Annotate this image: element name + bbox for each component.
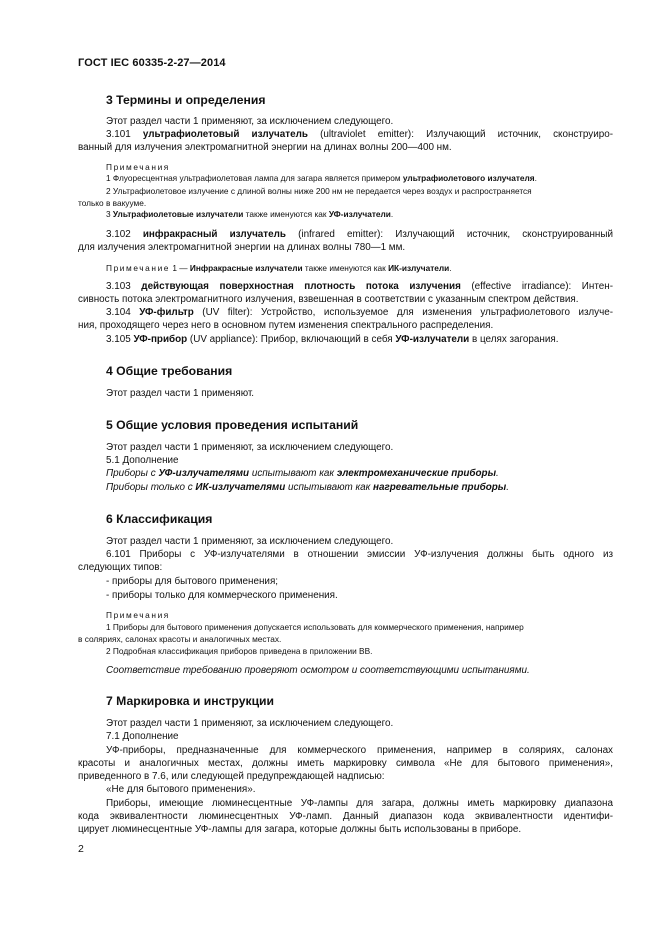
section-5-rule-2: Приборы только с ИК-излучателями испытывают как нагревательные приборы. [106, 482, 509, 493]
notes-label-3: Примечания [106, 162, 170, 172]
section-6-intro: Этот раздел части 1 применяют, за исключением следующего. [106, 536, 394, 547]
section-5-heading: 5 Общие условия проведения испытаний [106, 418, 359, 432]
note-3-1: 1 Флуоресцентная ультрафиолетовая лампа для загара является примером ультрафиолетового излучателя. [106, 173, 537, 183]
section-7-p1-line-2: красоты и аналогичных местах, должны иметь маркировку символа «Не для бытового применения», [78, 758, 613, 769]
list-item: - приборы для бытового применения; [106, 576, 279, 587]
section-6-heading: 6 Классификация [106, 512, 213, 526]
note-6-2: 2 Подробная классификация приборов приведена в приложении ВВ. [106, 646, 373, 656]
section-7-p1-line-3: приведенного в 7.6, или следующей предупреждающей надписью: [78, 771, 385, 782]
section-6-101-line-2: следующих типов: [78, 562, 163, 573]
note-6-1-line-2: в соляриях, салонах красоты и аналогичных местах. [78, 634, 282, 644]
section-6-compliance: Соответствие требованию проверяют осмотром и соответствующими испытаниями. [106, 665, 530, 676]
section-5-rule-1: Приборы с УФ-излучателями испытывают как электромеханические приборы. [106, 468, 499, 479]
note-3-3: 3 Ультрафиолетовые излучатели также именуются как УФ-излучатели. [106, 209, 394, 219]
note-3-102: Примечание 1 — Инфракрасные излучатели также именуются как ИК-излучатели. [106, 263, 452, 273]
section-3-intro: Этот раздел части 1 применяют, за исключением следующего. [106, 116, 394, 127]
section-4-heading: 4 Общие требования [106, 364, 233, 378]
term-3-105: 3.105 УФ-прибор (UV appliance): Прибор, включающий в себя УФ-излучатели в целях загорания. [106, 334, 559, 345]
term-3-101-line-1: 3.101 ультрафиолетовый излучатель (ultraviolet emitter): Излучающий источник, сконструиро- [106, 129, 614, 140]
note-3-2-line-2: только в вакууме. [78, 198, 147, 208]
document-header: ГОСТ IEC 60335-2-27—2014 [78, 57, 226, 69]
list-item: - приборы только для коммерческого применения. [106, 590, 338, 601]
term-3-103-line-1: 3.103 действующая поверхностная плотность потока излучения (effective irradiance): Интен- [106, 281, 613, 292]
section-5-intro: Этот раздел части 1 применяют, за исключением следующего. [106, 442, 394, 453]
section-7-p1-line-1: УФ-приборы, предназначенные для коммерческого применения, например в соляриях, салонах [106, 745, 613, 756]
section-7-p2-line-2: кода эквивалентности люминесцентных УФ-ламп. Данный диапазон кода эквивалентности идентифи- [78, 811, 613, 822]
term-3-103-line-2: сивность потока электромагнитного излучения, взвешенная в соответствии с указанным спектром действия. [78, 294, 579, 305]
term-3-102-line-1: 3.102 инфракрасный излучатель (infrared emitter): Излучающий источник, сконструированный [106, 229, 613, 240]
notes-label-6: Примечания [106, 610, 170, 620]
term-3-104-line-2: ния, проходящего через него в основном путем изменения спектрального распределения. [78, 320, 494, 331]
section-7-intro: Этот раздел части 1 применяют, за исключением следующего. [106, 718, 394, 729]
note-3-2-line-1: 2 Ультрафиолетовое излучение с длиной волны ниже 200 нм не передается через воздух и распространяется [106, 186, 532, 196]
section-7-p2-line-1: Приборы, имеющие люминесцентные УФ-лампы для загара, должны иметь маркировку диапазона [106, 798, 613, 809]
section-5-addition: 5.1 Дополнение [106, 455, 179, 466]
term-3-104-line-1: 3.104 УФ-фильтр (UV filter): Устройство, используемое для изменения ультрафиолетового излуче- [106, 307, 613, 318]
section-4-text: Этот раздел части 1 применяют. [106, 388, 255, 399]
page-number: 2 [78, 843, 84, 855]
section-7-p2-line-3: цирует люминесцентные УФ-лампы для загара, которые должны быть использованы в приборе. [78, 824, 522, 835]
note-6-1-line-1: 1 Приборы для бытового применения допускается использовать для коммерческого применения, например [106, 622, 524, 632]
term-3-102-line-2: для излучения электромагнитной энергии на длинах волны 780—1 мм. [78, 242, 406, 253]
section-7-addition: 7.1 Дополнение [106, 731, 179, 742]
section-3-heading: 3 Термины и определения [106, 93, 266, 107]
term-3-101-line-2: ванный для излучения электромагнитной энергии на длинах волны 200—400 нм. [78, 142, 452, 153]
section-7-quote: «Не для бытового применения». [106, 784, 256, 795]
section-6-101-line-1: 6.101 Приборы с УФ-излучателями в отношении эмиссии УФ-излучения должны быть одного из [106, 549, 613, 560]
section-7-heading: 7 Маркировка и инструкции [106, 694, 275, 708]
